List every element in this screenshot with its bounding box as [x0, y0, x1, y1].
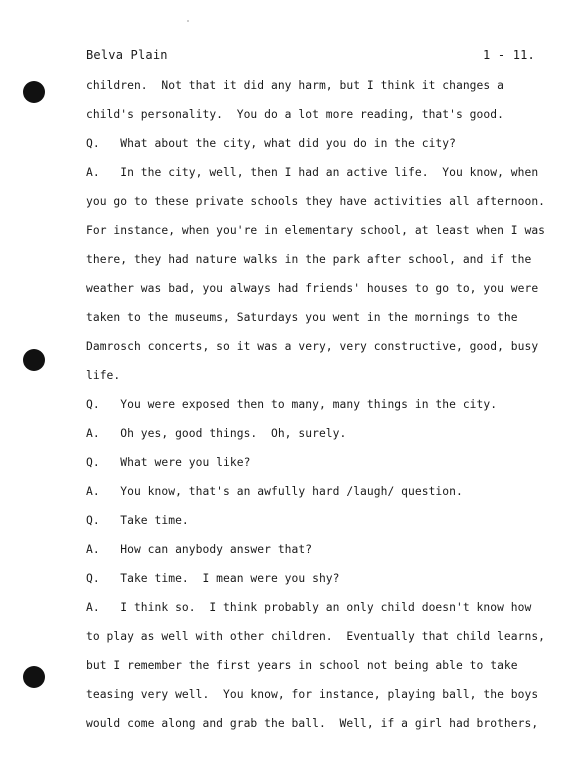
- transcript-line: A. I think so. I think probably an only child doesn't know how: [86, 601, 532, 614]
- transcript-line: For instance, when you're in elementary school, at least when I was: [86, 224, 546, 237]
- transcript-line: Q. What were you like?: [86, 456, 251, 469]
- transcript-line: Q. You were exposed then to many, many things in the city.: [86, 398, 498, 411]
- transcript-line: you go to these private schools they have activities all afternoon.: [86, 195, 546, 208]
- transcript-line: Damrosch concerts, so it was a very, very constructive, good, busy: [86, 340, 539, 353]
- binder-hole-bottom: [23, 666, 45, 688]
- binder-hole-middle: [23, 349, 45, 371]
- transcript-line: life.: [86, 369, 121, 382]
- transcript-line: A. You know, that's an awfully hard /laugh/ question.: [86, 485, 463, 498]
- transcript-line: teasing very well. You know, for instance, playing ball, the boys: [86, 688, 539, 701]
- transcript-line: A. How can anybody answer that?: [86, 543, 313, 556]
- binder-hole-top: [23, 81, 45, 103]
- transcript-line: to play as well with other children. Eventually that child learns,: [86, 630, 546, 643]
- transcript-line: children. Not that it did any harm, but I think it changes a: [86, 79, 504, 92]
- header-author: Belva Plain: [86, 48, 168, 62]
- transcript-line: but I remember the first years in school not being able to take: [86, 659, 518, 672]
- transcript-line: would come along and grab the ball. Well, if a girl had brothers,: [86, 717, 539, 730]
- transcript-line: A. Oh yes, good things. Oh, surely.: [86, 427, 347, 440]
- transcript-line: Q. What about the city, what did you do in the city?: [86, 137, 456, 150]
- transcript-line: Q. Take time. I mean were you shy?: [86, 572, 340, 585]
- transcript-line: A. In the city, well, then I had an active life. You know, when: [86, 166, 539, 179]
- transcript-line: Q. Take time.: [86, 514, 189, 527]
- transcript-line: there, they had nature walks in the park after school, and if the: [86, 253, 532, 266]
- header-page-number: 1 - 11.: [483, 48, 535, 62]
- paper-speck: [187, 20, 189, 22]
- transcript-line: taken to the museums, Saturdays you went in the mornings to the: [86, 311, 518, 324]
- transcript-line: child's personality. You do a lot more reading, that's good.: [86, 108, 504, 121]
- transcript-line: weather was bad, you always had friends' houses to go to, you were: [86, 282, 539, 295]
